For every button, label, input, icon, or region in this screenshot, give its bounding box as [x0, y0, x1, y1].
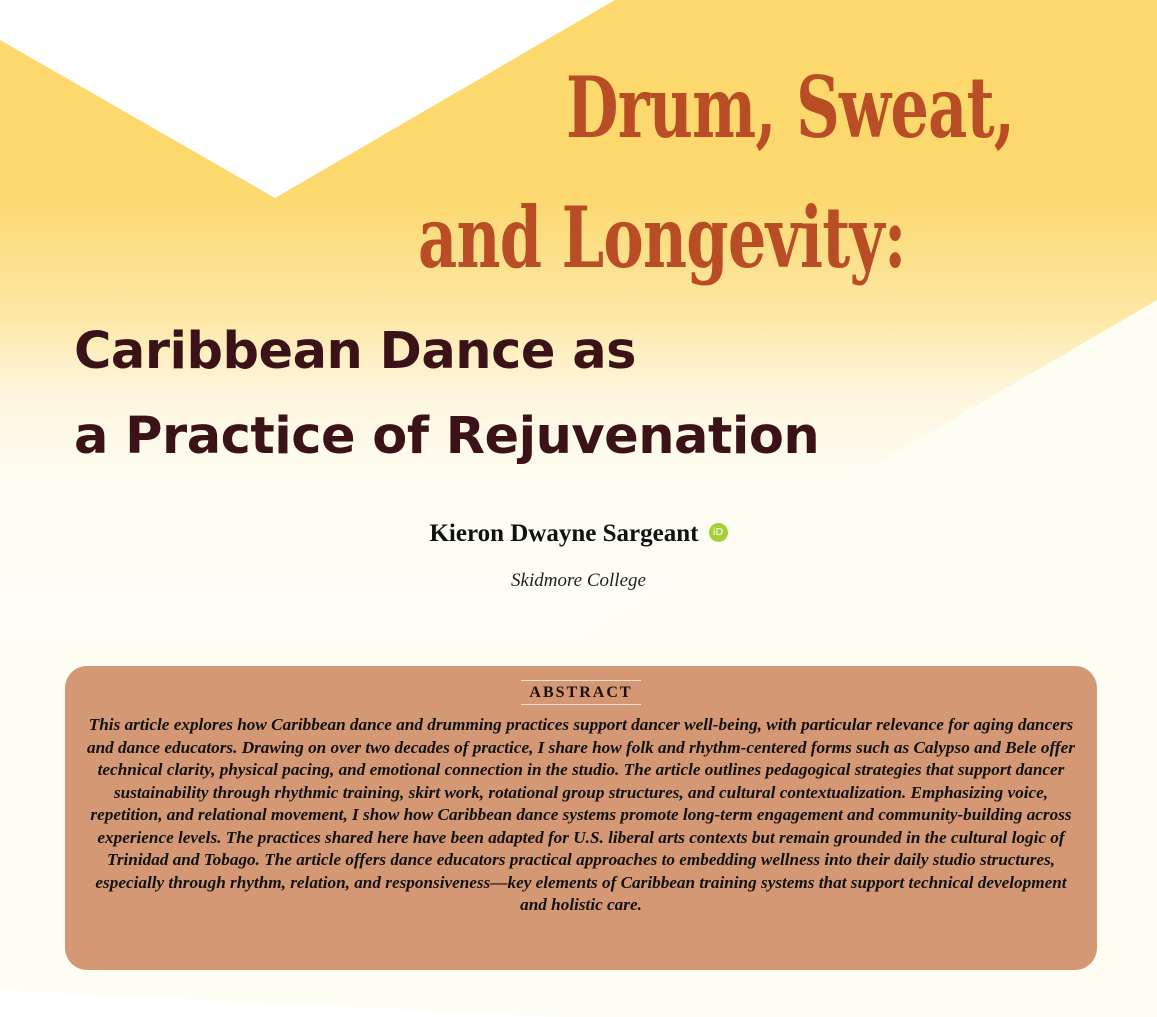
abstract-heading: ABSTRACT: [521, 680, 640, 705]
abstract-text: This article explores how Caribbean dance and drumming practices support dancer well-being, with particular relevance for aging dancers and dance educators. Drawing on over two decades of practice, I share how folk and rhythm-centered forms such as Calypso and Bele offer technical clarity, physical pacing, and emotional connection in the studio. The article outlines pedagogical strategies that support dancer sustainability through rhythmic training, skirt work, rotational group structures, and cultural contextualization. Emphasizing voice, repetition, and relational movement, I show how Caribbean dance systems promote long-term engagement and community-building across experience levels. The practices shared here have been adapted for U.S. liberal arts contexts but remain grounded in the cultural logic of Trinidad and Tobago. The article offers dance educators practical approaches to embedding wellness into their daily studio structures, especially through rhythm, relation, and responsiveness—key elements of Caribbean training systems that support technical development and holistic care.: [87, 715, 1075, 914]
abstract-heading-wrap: [87, 680, 1075, 708]
orcid-icon[interactable]: iD: [709, 523, 728, 542]
author-name: Kieron Dwayne Sargeant: [429, 520, 699, 547]
title-line-1: Drum, Sweat,: [566, 58, 1015, 157]
author-row: [0, 520, 1157, 550]
title-line-2: and Longevity:: [418, 188, 906, 287]
author-affiliation: Skidmore College: [511, 570, 646, 591]
abstract-box: [65, 666, 1097, 970]
subtitle-line-1: Caribbean Dance as: [74, 322, 636, 381]
subtitle-line-2: a Practice of Rejuvenation: [74, 407, 820, 466]
